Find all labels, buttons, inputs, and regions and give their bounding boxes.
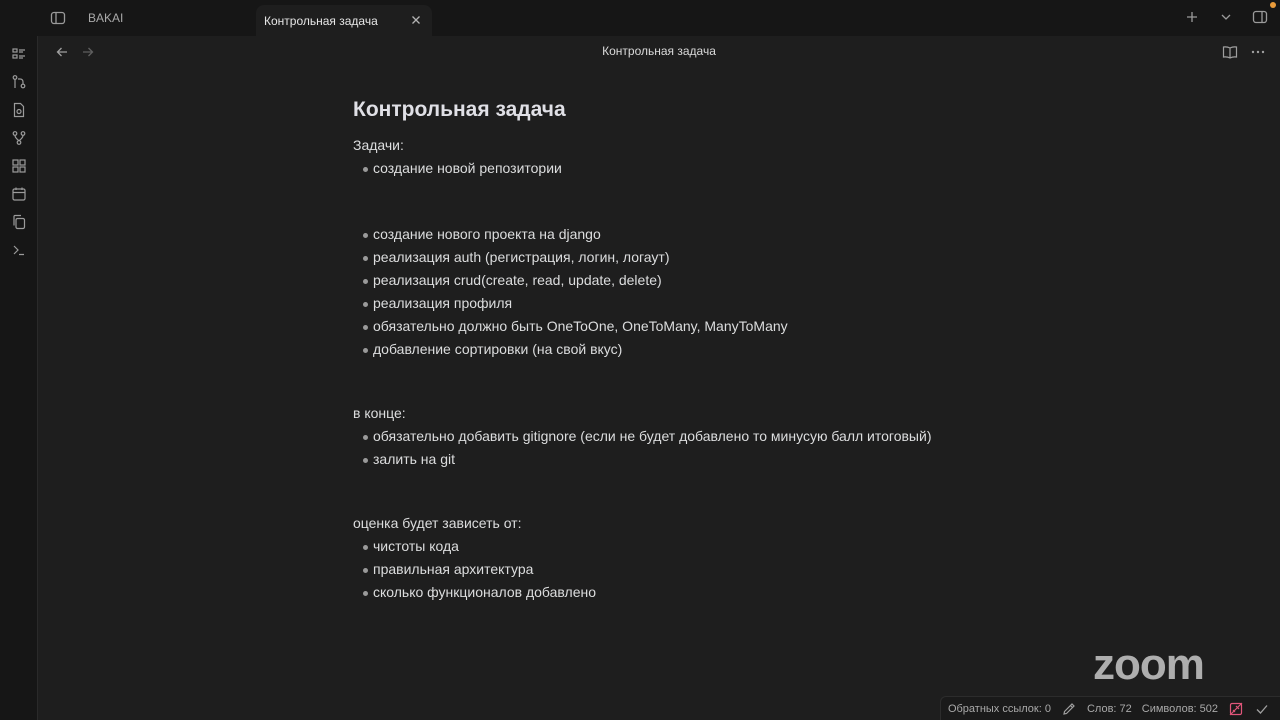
git-icon[interactable] — [11, 74, 27, 90]
list-item: реализация auth (регистрация, логин, логаут) — [353, 246, 973, 269]
notification-dot — [1270, 2, 1276, 8]
new-tab-icon[interactable] — [1184, 9, 1200, 25]
reading-view-icon[interactable] — [1222, 44, 1238, 60]
checkmark-icon[interactable] — [1254, 701, 1270, 717]
section-heading: оценка будет зависеть от: — [353, 515, 522, 531]
char-count: Символов: 502 — [1141, 702, 1218, 715]
right-sidebar-toggle-icon[interactable] — [1252, 9, 1268, 25]
word-count: Слов: 72 — [1086, 702, 1132, 715]
view-header — [38, 36, 1280, 68]
tab-bar — [0, 0, 1280, 36]
list-item: чистоты кода — [353, 535, 973, 558]
terminal-icon[interactable] — [11, 242, 27, 258]
graph-icon[interactable] — [11, 130, 27, 146]
ribbon — [0, 36, 38, 720]
more-options-icon[interactable] — [1250, 44, 1266, 60]
note-content[interactable] — [353, 96, 973, 604]
section-heading: в конце: — [353, 405, 406, 421]
tab-control-task[interactable] — [256, 5, 432, 36]
chevron-down-icon[interactable] — [1218, 9, 1234, 25]
copy-icon[interactable] — [11, 214, 27, 230]
task-list — [353, 157, 973, 180]
list-item: добавление сортировки (на свой вкус) — [353, 338, 973, 361]
sync-status-icon[interactable] — [1228, 701, 1244, 717]
close-tab-icon[interactable] — [408, 12, 424, 28]
task-list — [353, 223, 973, 361]
list-item: создание новой репозитории — [353, 157, 973, 180]
grading-list — [353, 535, 973, 604]
view-title: Контрольная задача — [602, 44, 716, 58]
list-item: залить на git — [353, 448, 973, 471]
list-item: сколько функционалов добавлено — [353, 581, 973, 604]
list-item: создание нового проекта на django — [353, 223, 973, 246]
file-icon[interactable] — [11, 102, 27, 118]
tab-bakai[interactable] — [80, 0, 254, 36]
list-item: правильная архитектура — [353, 558, 973, 581]
section-heading: Задачи: — [353, 137, 404, 153]
backlinks-count[interactable]: Обратных ссылок: 0 — [947, 702, 1051, 715]
status-bar — [940, 696, 1280, 720]
tab-label: BAKAI — [88, 11, 124, 25]
edit-mode-icon[interactable] — [1061, 701, 1077, 717]
quick-switcher-icon[interactable] — [11, 46, 27, 62]
sidebar-toggle-icon[interactable] — [50, 10, 66, 26]
canvas-icon[interactable] — [11, 158, 27, 174]
list-item: реализация профиля — [353, 292, 973, 315]
list-item: реализация crud(create, read, update, delete) — [353, 269, 973, 292]
list-item: обязательно добавить gitignore (если не будет добавлено то минусую балл итоговый) — [353, 425, 973, 448]
list-item: обязательно должно быть OneToOne, OneToMany, ManyToMany — [353, 315, 973, 338]
note-title: Контрольная задача — [353, 98, 566, 121]
tab-label: Контрольная задача — [264, 13, 378, 28]
calendar-icon[interactable] — [11, 186, 27, 202]
final-steps-list — [353, 425, 973, 471]
zoom-watermark: zoom — [1093, 640, 1204, 689]
